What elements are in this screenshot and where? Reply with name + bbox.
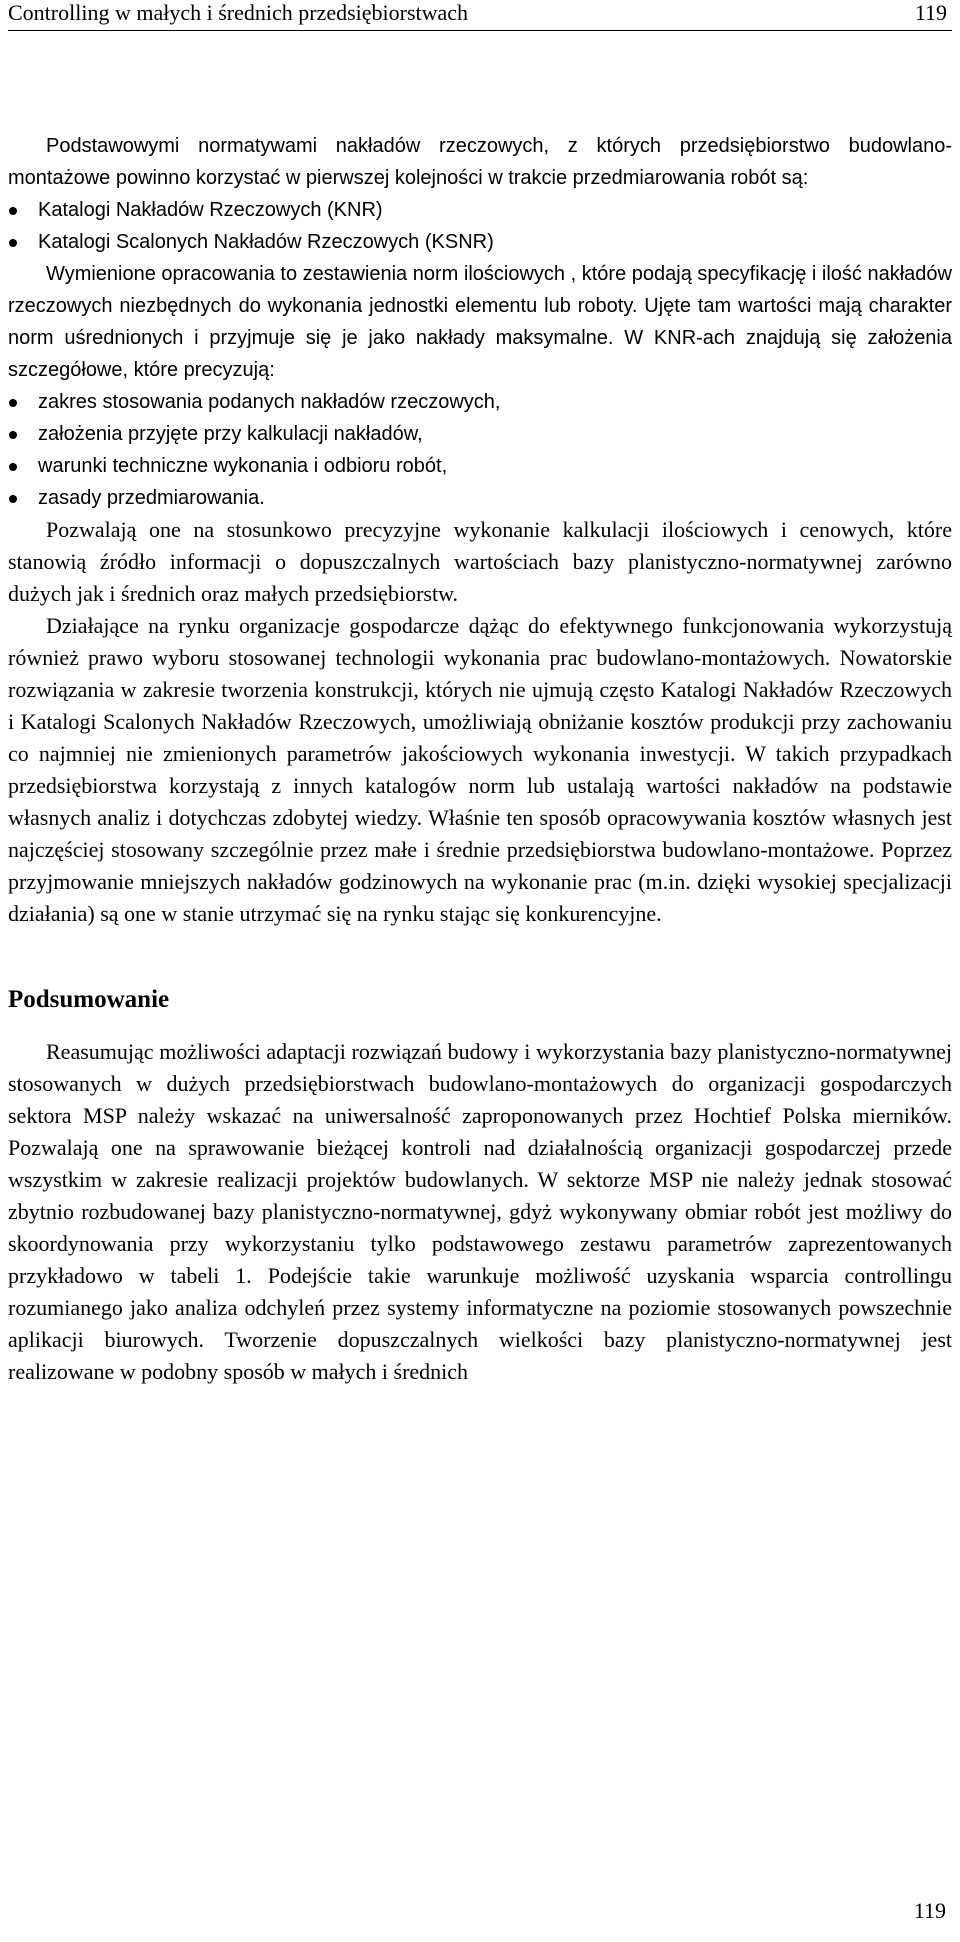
header-page-number: 119 [914, 0, 947, 25]
bullet-icon [9, 399, 17, 407]
list-item [8, 226, 952, 258]
list-item-text: warunki techniczne wykonania i odbioru robót, [38, 455, 448, 477]
list-item-text: Katalogi Nakładów Rzeczowych (KNR) [38, 199, 383, 221]
list-item-text: zakres stosowania podanych nakładów rzeczowych, [38, 391, 501, 413]
bullet-icon [9, 495, 17, 503]
footer-page-number: 119 [913, 1898, 946, 1923]
list-item [8, 194, 952, 226]
bullet-icon [9, 207, 17, 215]
list-item [8, 386, 952, 418]
paragraph-market: Działające na rynku organizacje gospodarcze dążąc do efektywnego funkcjonowania wykorzystują również prawo wyboru stosowanej technologii wykonania prac budowlano-montażowych. Nowatorskie rozwiązania w zakresie tworzenia konstrukcji, których nie ujmują często Katalogi Nakładów Rzeczowych i Katalogi Scalonych Nakładów Rzeczowych, umożliwiają obniżanie kosztów produkcji przy zachowaniu co najmniej nie zmienionych parametrów jakościowych wykonania inwestycji. W takich przypadkach przedsiębiorstwa korzystają z innych katalogów norm lub ustalają wartości nakładów na podstawie własnych analiz i dotychczas zdobytej wiedzy. Właśnie ten sposób opracowywania kosztów własnych jest najczęściej stosowany szczególnie przez małe i średnie przedsiębiorstwa budowlano-montażowe. Poprzez przyjmowanie mniejszych nakładów godzinowych na wykonanie prac (m.in. dzięki wysokiej specjalizacji działania) są one w stanie utrzymać się na rynku stając się konkurencyjne. [8, 613, 952, 926]
list-item [8, 418, 952, 450]
list-item [8, 482, 952, 514]
list-item-text: założenia przyjęte przy kalkulacji nakładów, [38, 423, 423, 445]
bullet-icon [9, 431, 17, 439]
running-header [8, 0, 952, 31]
intro-paragraph: Podstawowymi normatywami nakładów rzeczowych, z których przedsiębiorstwo budowlano-montażowe powinno korzystać w pierwszej kolejności w trakcie przedmiarowania robót są: [8, 135, 952, 189]
page-body [8, 130, 952, 1388]
assumptions-list [8, 386, 952, 514]
bullet-icon [9, 463, 17, 471]
running-title: Controlling w małych i średnich przedsiębiorstwach [8, 0, 469, 25]
summary-paragraph: Reasumując możliwości adaptacji rozwiązań budowy i wykorzystania bazy planistyczno-normatywnej stosowanych w dużych przedsiębiorstwach budowlano-montażowych do organizacji gospodarczych sektora MSP należy wskazać na uniwersalność zaproponowanych przez Hochtief Polska mierników. Pozwalają one na sprawowanie bieżącej kontroli nad działalnością organizacji gospodarczej przede wszystkim w zakresie realizacji projektów budowlanych. W sektorze MSP nie należy jednak stosować zbytnio rozbudowanej bazy planistyczno-normatywnej, gdyż wykonywany obmiar robót jest możliwy do skoordynowania przy wykorzystaniu tylko podstawowego zestawu parametrów zaprezentowanych przykładowo w tabeli 1. Podejście takie warunkuje możliwość uzyskania wsparcia controllingu rozumianego jako analiza odchyleń przez systemy informatyczne na poziomie stosowanych powszechnie aplikacji biurowych. Tworzenie dopuszczalnych wielkości bazy planistyczno-normatywnej jest realizowane w podobny sposób w małych i średnich [8, 1039, 952, 1384]
list-item-text: zasady przedmiarowania. [38, 487, 265, 509]
catalog-description: Wymienione opracowania to zestawienia norm ilościowych , które podają specyfikację i ilość nakładów rzeczowych niezbędnych do wykonania jednostki elementu lub roboty. Ujęte tam wartości mają charakter norm uśrednionych i przyjmuje się je jako nakłady maksymalne. W KNR-ach znajdują się założenia szczegółowe, które precyzują: [8, 263, 952, 381]
catalog-list [8, 194, 952, 258]
paragraph-allow: Pozwalają one na stosunkowo precyzyjne wykonanie kalkulacji ilościowych i cenowych, które stanowią źródło informacji o dopuszczalnych wartościach bazy planistyczno-normatywnej zarówno dużych jak i średnich oraz małych przedsiębiorstw. [8, 517, 952, 606]
section-heading: Podsumowanie [8, 986, 170, 1013]
list-item-text: Katalogi Scalonych Nakładów Rzeczowych (KSNR) [38, 231, 494, 253]
list-item [8, 450, 952, 482]
bullet-icon [9, 239, 17, 247]
